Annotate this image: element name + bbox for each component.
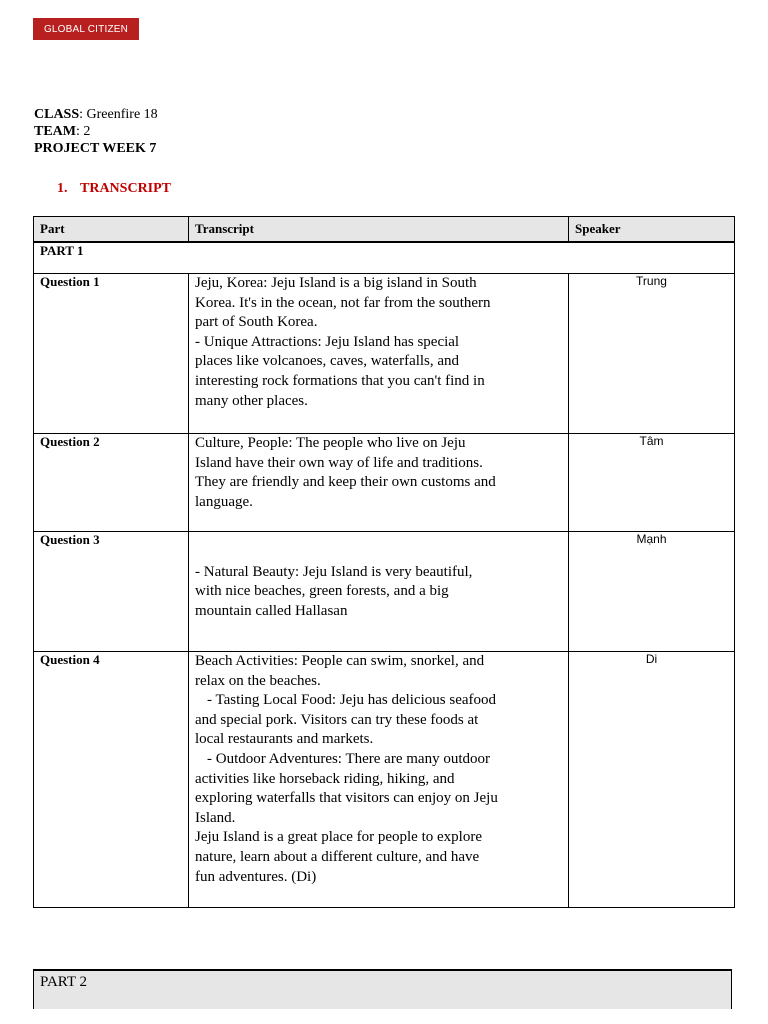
transcript-cell — [189, 274, 569, 434]
speaker-cell: Trung — [569, 274, 735, 434]
speaker-cell: Di — [569, 652, 735, 908]
transcript-line: They are friendly and keep their own customs and — [195, 474, 496, 491]
part2-header: PART 2 — [33, 969, 732, 1009]
part1-label: PART 1 — [34, 242, 735, 274]
transcript-cell — [189, 532, 569, 652]
transcript-line: many other places. — [195, 392, 308, 409]
team-label: TEAM — [34, 124, 76, 139]
transcript-line: relax on the beaches. — [195, 672, 321, 689]
table-row — [34, 274, 735, 434]
project-line — [34, 140, 158, 157]
transcript-table — [33, 216, 735, 908]
question-label: Question 4 — [34, 652, 189, 908]
transcript-line: language. — [195, 493, 253, 510]
transcript-line: Jeju Island is a great place for people to explore — [195, 829, 482, 846]
transcript-line: fun adventures. (Di) — [195, 868, 317, 885]
class-value: : Greenfire 18 — [79, 107, 158, 122]
document-meta — [34, 106, 158, 157]
transcript-line: - Unique Attractions: Jeju Island has special — [195, 333, 460, 350]
question-label: Question 1 — [34, 274, 189, 434]
transcript-line — [195, 543, 562, 563]
class-label: CLASS — [34, 107, 80, 122]
speaker-cell: Mạnh — [569, 532, 735, 652]
transcript-line: part of South Korea. — [195, 314, 318, 331]
transcript-line: exploring waterfalls that visitors can enjoy on Jeju — [195, 790, 498, 807]
question-label: Question 3 — [34, 532, 189, 652]
section-title: TRANSCRIPT — [80, 181, 172, 196]
team-line — [34, 123, 158, 140]
global-citizen-logo: GLOBAL CITIZEN — [33, 18, 139, 40]
team-value: : 2 — [76, 124, 91, 139]
header-part: Part — [34, 217, 189, 243]
section-number: 1. — [57, 181, 68, 196]
transcript-line: with nice beaches, green forests, and a big — [195, 583, 449, 600]
transcript-line: mountain called Hallasan — [195, 602, 348, 619]
speaker-cell: Tâm — [569, 434, 735, 532]
table-row — [34, 434, 735, 532]
transcript-line: and special pork. Visitors can try these foods at — [195, 711, 479, 728]
transcript-line: - Tasting Local Food: Jeju has delicious seafood — [207, 692, 497, 709]
transcript-line: Island have their own way of life and traditions. — [195, 454, 483, 471]
class-line — [34, 106, 158, 123]
transcript-line: - Natural Beauty: Jeju Island is very beautiful, — [195, 563, 473, 580]
transcript-line: - Outdoor Adventures: There are many outdoor — [207, 750, 490, 767]
transcript-line: nature, learn about a different culture, and have — [195, 848, 480, 865]
transcript-line: interesting rock formations that you can't find in — [195, 372, 485, 389]
table-row — [34, 532, 735, 652]
transcript-cell — [189, 434, 569, 532]
question-label: Question 2 — [34, 434, 189, 532]
table-header-row — [34, 217, 735, 243]
transcript-line: Culture, People: The people who live on Jeju — [195, 435, 466, 451]
transcript-cell — [189, 652, 569, 908]
transcript-line: places like volcanoes, caves, waterfalls, and — [195, 353, 460, 370]
transcript-line: local restaurants and markets. — [195, 731, 374, 748]
table-row — [34, 652, 735, 908]
transcript-line: activities like horseback riding, hiking, and — [195, 770, 455, 787]
project-title: PROJECT WEEK 7 — [34, 141, 157, 156]
transcript-line: Korea. It's in the ocean, not far from the southern — [195, 294, 491, 311]
part1-row — [34, 242, 735, 274]
transcript-line: Jeju, Korea: Jeju Island is a big island in South — [195, 275, 477, 291]
header-transcript: Transcript — [189, 217, 569, 243]
header-speaker: Speaker — [569, 217, 735, 243]
transcript-line: Beach Activities: People can swim, snorkel, and — [195, 653, 485, 669]
transcript-line: Island. — [195, 809, 236, 826]
